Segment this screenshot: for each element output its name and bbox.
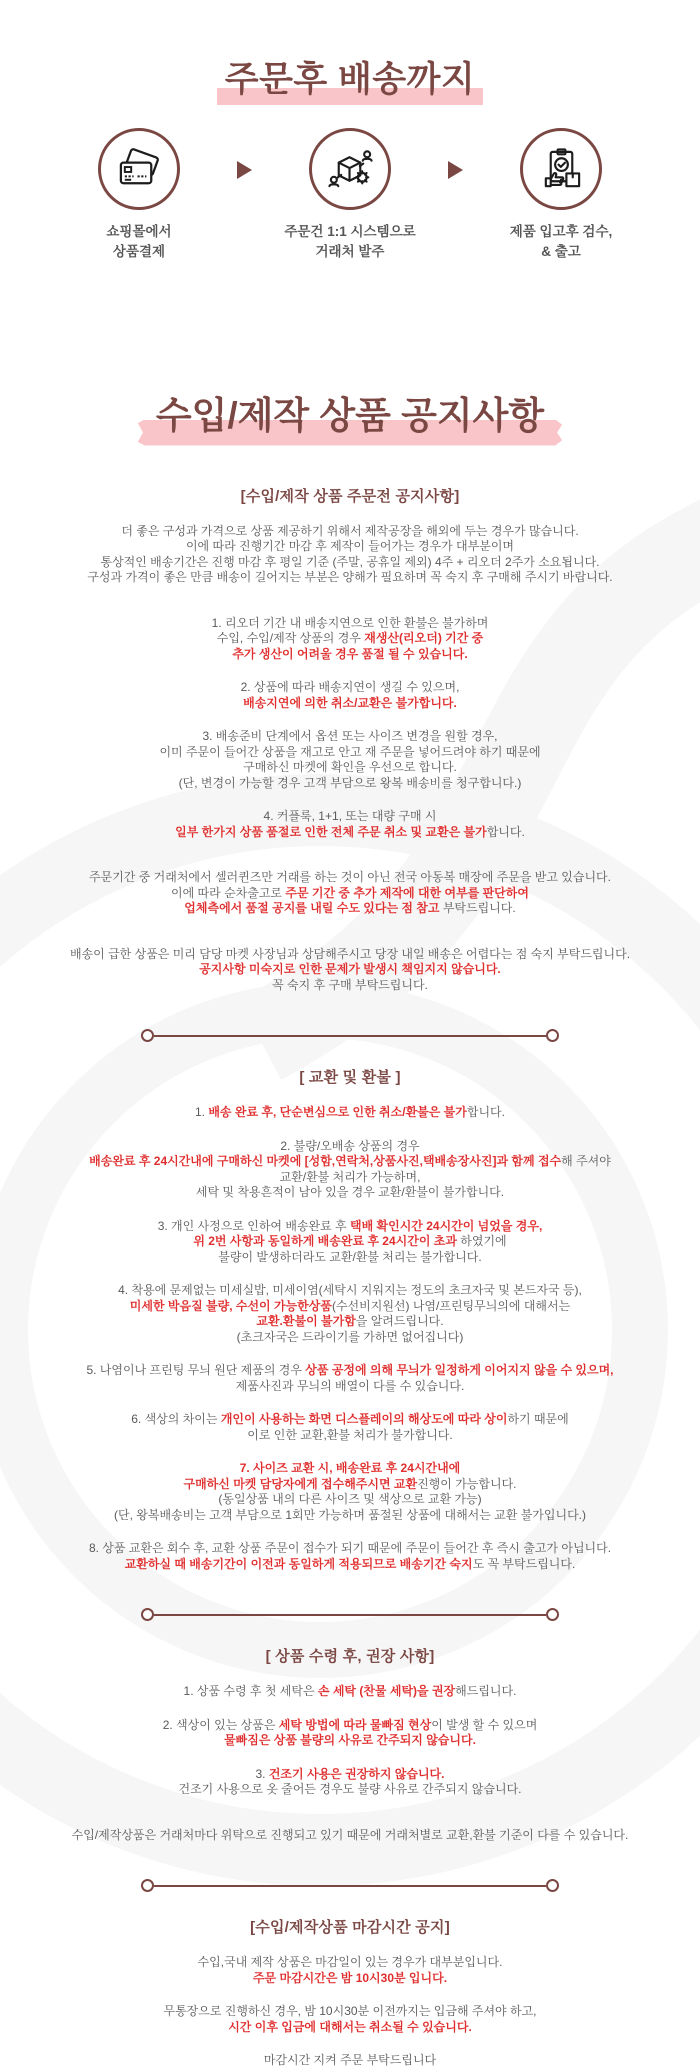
text-segment: 꼭 숙지 후 구매 부탁드립니다. bbox=[272, 977, 428, 992]
process-step-3 bbox=[473, 128, 649, 263]
step-label-line: & 출고 bbox=[541, 244, 581, 260]
notice-paragraph bbox=[5, 870, 695, 917]
arrow-right-icon bbox=[448, 161, 463, 179]
notice-paragraph bbox=[5, 1541, 695, 1572]
text-segment: 3. bbox=[255, 1766, 269, 1781]
text-segment: 구성과 가격이 좋은 만큼 배송이 길어지는 부분은 양해가 필요하며 꼭 숙지 후 구매해 주시기 바랍니다. bbox=[87, 570, 613, 584]
step-label bbox=[106, 222, 171, 263]
credit-card-icon bbox=[116, 146, 163, 193]
text-segment: 하기 때문에 bbox=[507, 1412, 569, 1426]
notice-paragraph bbox=[5, 1684, 695, 1700]
text-segment: 합니다. bbox=[486, 824, 525, 839]
text-segment: 1. 리오더 기간 내 배송지연으로 인한 환불은 불가하며 bbox=[211, 615, 489, 630]
text-segment: 7. 사이즈 교환 시, 배송완료 후 24시간내에 bbox=[239, 1461, 461, 1475]
text-segment: 이에 따라 순차출고로 bbox=[171, 885, 286, 900]
text-segment: 2. 불량/오배송 상품의 경우 bbox=[280, 1138, 420, 1153]
text-segment: 배송이 급한 상품은 미리 담당 마켓 사장님과 상담해주시고 당장 내일 배송은 어렵다는 점 숙지 부탁드립니다. bbox=[69, 946, 631, 961]
inspection-shipping-icon bbox=[538, 146, 585, 193]
notice-paragraph bbox=[5, 947, 695, 994]
divider-endpoint bbox=[141, 1608, 154, 1621]
text-segment: 4. 커플룩, 1+1, 또는 대량 구매 시 bbox=[263, 809, 437, 823]
arrow-right-icon bbox=[237, 161, 252, 179]
notice-paragraph bbox=[5, 1767, 695, 1798]
text-segment: (수선비지원선) 나염/프린팅무늬의에 대해서는 bbox=[331, 1298, 571, 1313]
text-segment: 4. 착용에 문제없는 미세실밥, 미세이염(세탁시 지워지는 정도의 초크자국 및 본드자국 등), bbox=[118, 1283, 582, 1297]
notice-paragraph bbox=[5, 729, 695, 791]
notice-paragraph bbox=[5, 1955, 695, 1986]
section-heading: [ 상품 수령 후, 권장 사항] bbox=[265, 1648, 435, 1665]
text-segment: 더 좋은 구성과 가격으로 상품 제공하기 위해서 제작공장을 해외에 두는 경우가 많습니다. bbox=[121, 523, 579, 538]
text-segment: 무통장으로 진행하신 경우, 밤 10시30분 이전까지는 입금해 주셔야 하고, bbox=[163, 2004, 537, 2018]
text-segment: 교환하실 때 배송기간이 이전과 동일하게 적용되므로 배송기간 숙지 bbox=[124, 1556, 473, 1571]
notice-paragraph bbox=[5, 1461, 695, 1523]
text-segment: 통상적인 배송기간은 진행 마감 후 평일 기준 (주말, 공휴일 제외) 4주 + 리오더 2주가 소요됩니다. bbox=[100, 554, 600, 569]
step-label bbox=[284, 222, 415, 263]
notice-section-4 bbox=[0, 1916, 700, 2069]
text-segment: 해드립니다. bbox=[455, 1684, 517, 1698]
section-heading: [수입/제작 상품 주문전 공지사항] bbox=[240, 487, 460, 505]
text-segment: 구매하신 마켓에 확인을 우선으로 합니다. bbox=[243, 760, 457, 774]
text-segment: 주문기간 중 거래처에서 셀러퀸즈만 거래를 하는 것이 아닌 전국 아동복 매장에 주문을 받고 있습니다. bbox=[89, 870, 611, 884]
divider-endpoint bbox=[141, 1879, 154, 1892]
text-segment: (단, 왕복배송비는 고객 부담으로 1회만 가능하며 품절된 상품에 대해서는 교환 불가입니다.) bbox=[114, 1507, 586, 1522]
process-step-1 bbox=[51, 128, 227, 263]
text-segment: 3. 개인 사정으로 인하여 배송완료 후 bbox=[157, 1218, 350, 1233]
text-segment: 1. bbox=[195, 1105, 209, 1119]
section-divider bbox=[141, 1608, 559, 1621]
notice-title-row bbox=[0, 385, 700, 439]
text-segment: 6. 색상의 차이는 bbox=[131, 1412, 221, 1426]
text-segment: 물빠짐은 상품 불량의 사유로 간주되지 않습니다. bbox=[224, 1733, 476, 1747]
step-label-line: 상품결제 bbox=[112, 244, 166, 260]
divider-endpoint bbox=[141, 1029, 154, 1042]
text-segment: 해 주셔야 bbox=[561, 1154, 611, 1168]
section-heading: [ 교환 및 환불 ] bbox=[299, 1069, 401, 1086]
notice-sections bbox=[0, 485, 700, 2069]
text-segment: 이로 인한 교환,환불 처리가 불가합니다. bbox=[247, 1427, 453, 1442]
text-segment: 구매하신 마켓 담당자에게 접수해주시면 교환 bbox=[183, 1476, 418, 1491]
text-segment: 교환.환불이 불가함 bbox=[256, 1314, 356, 1328]
text-segment: 건조기 사용으로 옷 줄어든 경우도 불량 사유로 간주되지 않습니다. bbox=[178, 1782, 522, 1796]
text-segment: (동일상품 내의 다른 사이즈 및 색상으로 교환 가능) bbox=[218, 1492, 482, 1506]
notice-paragraph bbox=[5, 616, 695, 663]
text-segment: 진행이 가능합니다. bbox=[417, 1476, 517, 1491]
text-segment: 수입, 수입/제작 상품의 경우 bbox=[216, 631, 365, 645]
text-segment: 배송 완료 후, 단순변심으로 인한 취소/환불은 불가 bbox=[208, 1105, 467, 1119]
text-segment: 5. 나염이나 프린팅 무늬 원단 제품의 경우 bbox=[86, 1363, 306, 1377]
text-segment: 손 세탁 (찬물 세탁)을 권장 bbox=[317, 1684, 456, 1698]
text-segment: 수입/제작상품은 거래처마다 위탁으로 진행되고 있기 때문에 거래처별로 교환,환불 기준이 다를 수 있습니다. bbox=[71, 1827, 629, 1842]
text-segment: 배송지연에 의한 취소/교환은 불가합니다. bbox=[243, 695, 457, 710]
text-segment: 업체측에서 품절 공지를 내릴 수도 있다는 점 참고 bbox=[184, 901, 443, 915]
step-label-line: 주문건 1:1 시스템으로 bbox=[284, 224, 416, 239]
text-segment: (단, 변경이 가능할 경우 고객 부담으로 왕복 배송비를 청구합니다.) bbox=[178, 775, 522, 790]
notice-title-text: 수입/제작 상품 공지사항 bbox=[155, 394, 545, 436]
text-segment: 상품 공정에 의해 무늬가 일정하게 이어지지 않을 수 있으며, bbox=[305, 1363, 614, 1377]
text-segment: 하였기에 bbox=[460, 1234, 507, 1248]
notice-section-2 bbox=[0, 1066, 700, 1572]
process-step-2 bbox=[262, 128, 438, 263]
text-segment: 1. 상품 수령 후 첫 세탁은 bbox=[183, 1684, 318, 1698]
text-segment: 불량이 발생하더라도 교환/환불 처리는 불가합니다. bbox=[218, 1249, 482, 1264]
divider-line bbox=[154, 1035, 546, 1037]
notice-paragraph bbox=[5, 1828, 695, 1844]
divider-line bbox=[154, 1614, 546, 1616]
process-title-row bbox=[0, 0, 700, 102]
section-heading: [수입/제작상품 마감시간 공지] bbox=[250, 1919, 450, 1936]
section-divider bbox=[141, 1879, 559, 1892]
notice-paragraph bbox=[5, 2053, 695, 2069]
text-segment: 공지사항 미숙지로 인한 문제가 발생시 책임지지 않습니다. bbox=[199, 962, 501, 976]
text-segment: 이 발생 할 수 있으며 bbox=[431, 1717, 538, 1732]
text-segment: 배송완료 후 24시간내에 구매하신 마켓에 [성함,연락처,상품사진,택배송장사진]과 함께 접수 bbox=[89, 1154, 562, 1168]
text-segment: 2. 상품에 따라 배송지연이 생길 수 있으며, bbox=[240, 680, 460, 694]
divider-line bbox=[154, 1885, 546, 1887]
process-steps bbox=[0, 128, 700, 263]
text-segment: 도 꼭 부탁드립니다. bbox=[472, 1556, 576, 1571]
notice-paragraph bbox=[5, 1412, 695, 1443]
notice-paragraph bbox=[5, 1363, 695, 1394]
step-label-line: 제품 입고후 검수, bbox=[509, 224, 613, 239]
notice-paragraph bbox=[5, 1139, 695, 1201]
notice-title bbox=[156, 385, 544, 439]
notice-paragraph bbox=[5, 1105, 695, 1121]
process-title-text: 주문후 배송까지 bbox=[224, 60, 476, 99]
text-segment: 위 2번 사항과 동일하게 배송완료 후 24시간이 초과 bbox=[193, 1234, 461, 1248]
text-segment: 미세한 박음질 불량, 수선이 가능한상품 bbox=[129, 1298, 332, 1313]
notice-paragraph bbox=[5, 524, 695, 586]
notice-paragraph bbox=[5, 1283, 695, 1345]
text-segment: 2. 색상이 있는 상품은 bbox=[162, 1717, 279, 1732]
text-segment: 이미 주문이 들어간 상품을 재고로 안고 재 주문을 넣어드려야 하기 때문에 bbox=[159, 744, 541, 759]
text-segment: 부탁드립니다. bbox=[442, 901, 516, 915]
text-segment: 주문 마감시간은 밤 10시30분 입니다. bbox=[252, 1970, 448, 1985]
text-segment: 추가 생산이 어려울 경우 품절 될 수 있습니다. bbox=[232, 646, 468, 661]
text-segment: 주문 기간 중 추가 제작에 대한 여부를 판단하여 bbox=[285, 885, 529, 900]
notice-paragraph bbox=[5, 1219, 695, 1266]
notice-paragraph bbox=[5, 680, 695, 711]
section-divider bbox=[141, 1029, 559, 1042]
text-segment: 택배 확인시간 24시간이 넘었을 경우, bbox=[350, 1218, 543, 1233]
divider-endpoint bbox=[546, 1029, 559, 1042]
notice-paragraph bbox=[5, 1718, 695, 1749]
text-segment: 교환/환불 처리가 가능하며, bbox=[279, 1169, 421, 1184]
text-segment: 제품사진과 무늬의 배열이 다를 수 있습니다. bbox=[235, 1378, 465, 1393]
text-segment: 수입,국내 제작 상품은 마감일이 있는 경우가 대부분입니다. bbox=[197, 1955, 503, 1969]
text-segment: 을 알려드립니다. bbox=[355, 1314, 444, 1328]
text-segment: 건조기 사용은 권장하지 않습니다. bbox=[268, 1766, 445, 1781]
divider-endpoint bbox=[546, 1608, 559, 1621]
notice-paragraph bbox=[5, 2004, 695, 2035]
step-label bbox=[510, 222, 613, 263]
text-segment: 3. 배송준비 단계에서 옵션 또는 사이즈 변경을 원할 경우, bbox=[202, 729, 498, 743]
text-segment: 재생산(리오더) 기간 중 bbox=[364, 631, 484, 645]
step-icon-badge bbox=[309, 128, 391, 210]
process-title bbox=[225, 52, 475, 102]
notice-section-3 bbox=[0, 1645, 700, 1843]
step-label-line: 거래처 발주 bbox=[315, 244, 385, 260]
text-segment: 세탁 방법에 따라 물빠짐 현상 bbox=[278, 1717, 432, 1732]
text-segment: 이에 따라 진행기간 마감 후 제작이 들어가는 경우가 대부분이며 bbox=[185, 539, 515, 553]
divider-endpoint bbox=[546, 1879, 559, 1892]
text-segment: 일부 한가지 상품 품절로 인한 전체 주문 취소 및 교환은 불가 bbox=[175, 824, 487, 839]
step-label-line: 쇼핑몰에서 bbox=[106, 224, 172, 239]
step-icon-badge bbox=[98, 128, 180, 210]
text-segment: 시간 이후 입금에 대해서는 취소될 수 있습니다. bbox=[228, 2019, 472, 2034]
text-segment: (초크자국은 드라이기를 가하면 없어집니다) bbox=[236, 1329, 464, 1344]
text-segment: 합니다. bbox=[466, 1105, 505, 1119]
notice-paragraph bbox=[5, 809, 695, 840]
text-segment: 개인이 사용하는 화면 디스플레이의 해상도에 따라 상이 bbox=[220, 1412, 508, 1426]
step-icon-badge bbox=[520, 128, 602, 210]
text-segment: 8. 상품 교환은 회수 후, 교환 상품 주문이 접수가 되기 때문에 주문이 들어간 후 즉시 출고가 아닙니다. bbox=[88, 1541, 612, 1555]
text-segment: 세탁 및 착용흔적이 남아 있을 경우 교환/환불이 불가합니다. bbox=[195, 1185, 505, 1199]
order-system-icon bbox=[327, 146, 374, 193]
text-segment: 마감시간 지켜 주문 부탁드립니다 bbox=[263, 2053, 437, 2067]
notice-section-1 bbox=[0, 485, 700, 994]
